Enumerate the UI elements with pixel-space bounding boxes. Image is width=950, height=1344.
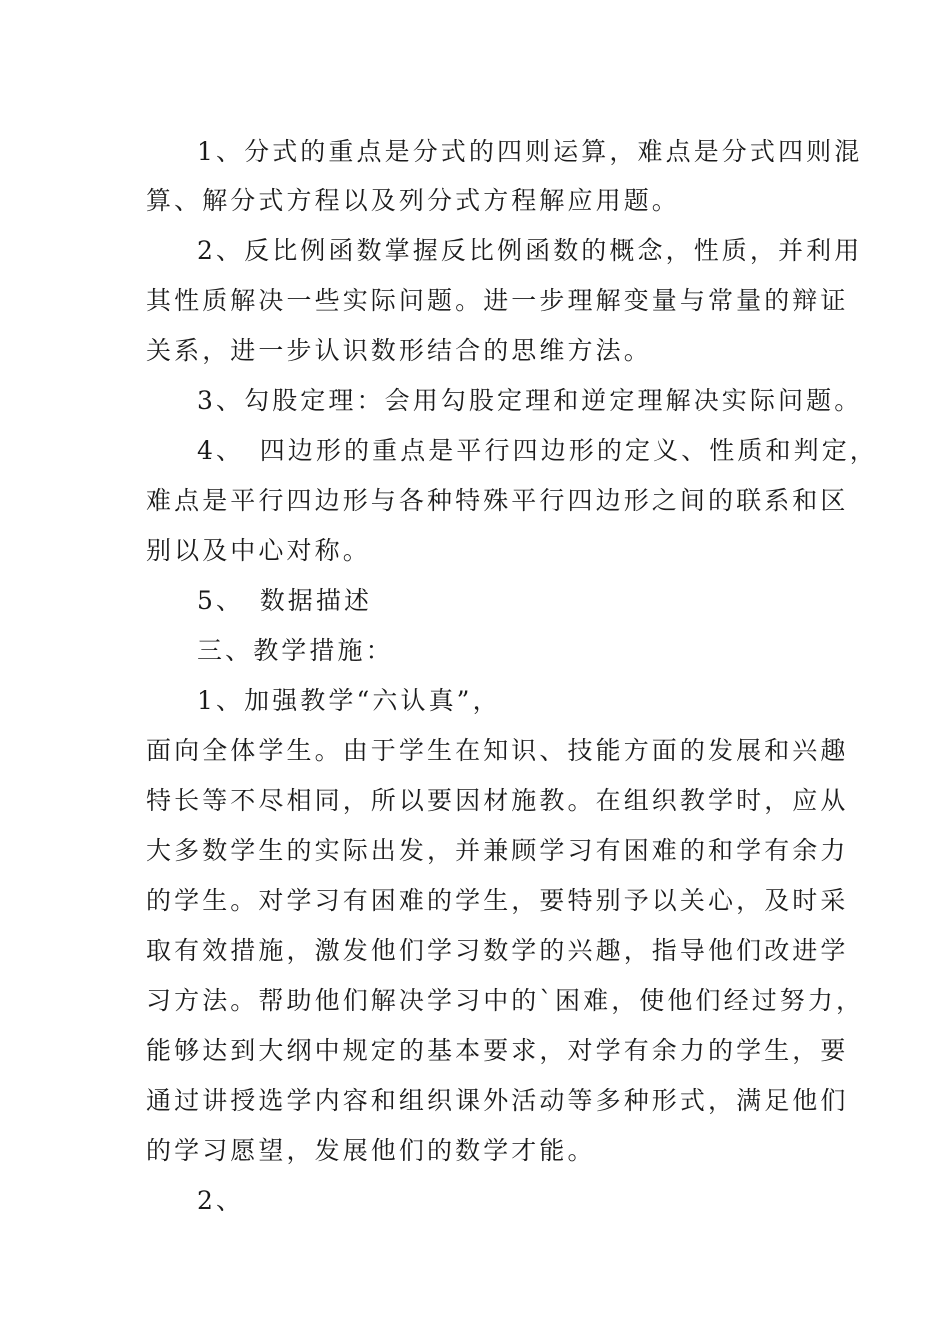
text-line: 的学生。对学习有困难的学生，要特别予以关心，及时采 [146, 886, 849, 915]
text-line: 习方法。帮助他们解决学习中的`困难，使他们经过努力， [146, 986, 865, 1015]
text-line: 3、勾股定理：会用勾股定理和逆定理解决实际问题。 [197, 386, 863, 415]
text-line: 1、分式的重点是分式的四则运算，难点是分式四则混 [197, 137, 863, 166]
text-line: 难点是平行四边形与各种特殊平行四边形之间的联系和区 [146, 486, 849, 515]
text-line: 面向全体学生。由于学生在知识、技能方面的发展和兴趣 [146, 736, 849, 765]
text-line: 能够达到大纲中规定的基本要求，对学有余力的学生，要 [146, 1036, 849, 1065]
text-line: 其性质解决一些实际问题。进一步理解变量与常量的辩证 [146, 286, 849, 315]
text-line: 取有效措施，激发他们学习数学的兴趣，指导他们改进学 [146, 936, 849, 965]
text-line: 2、 [197, 1186, 245, 1215]
text-line: 通过讲授选学内容和组织课外活动等多种形式，满足他们 [146, 1086, 849, 1115]
text-line: 的学习愿望，发展他们的数学才能。 [146, 1136, 596, 1165]
text-line: 2、反比例函数掌握反比例函数的概念，性质，并利用 [197, 236, 863, 265]
text-line: 4、 四边形的重点是平行四边形的定义、性质和判定， [197, 436, 878, 465]
text-line: 关系，进一步认识数形结合的思维方法。 [146, 336, 652, 365]
text-line: 特长等不尽相同，所以要因材施教。在组织教学时，应从 [146, 786, 849, 815]
text-line: 1、加强教学“六认真”， [197, 686, 501, 715]
text-line: 5、 数据描述 [197, 586, 373, 615]
text-line: 算、解分式方程以及列分式方程解应用题。 [146, 186, 680, 215]
section-heading: 三、教学措施： [197, 636, 394, 665]
text-line: 大多数学生的实际出发，并兼顾学习有困难的和学有余力 [146, 836, 849, 865]
text-line: 别以及中心对称。 [146, 536, 371, 565]
